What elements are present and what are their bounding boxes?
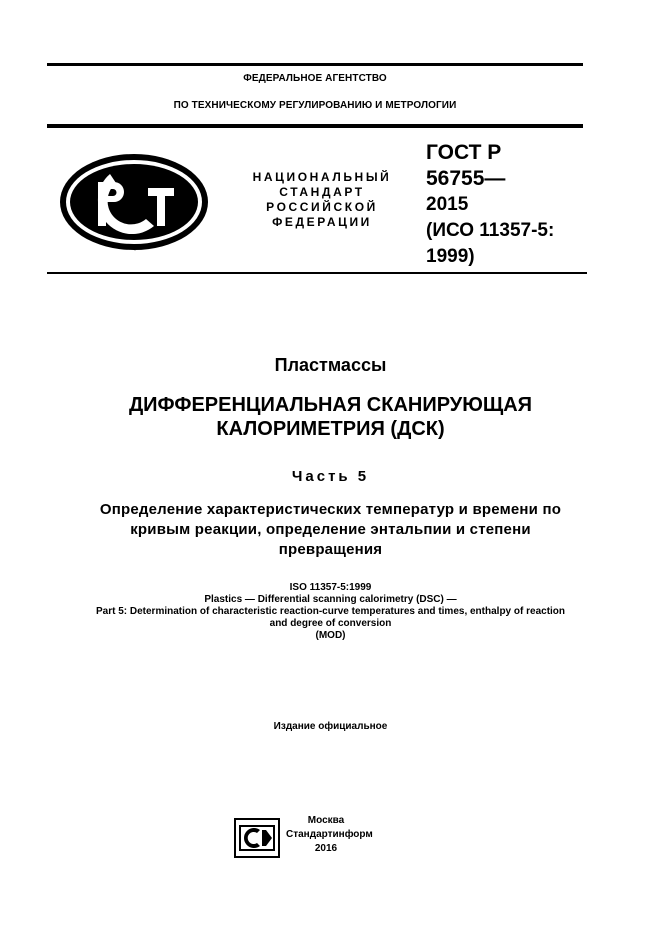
- iso-line-2: Plastics — Differential scanning calorimetry (DSC) —: [204, 594, 457, 605]
- main-title-line-1: ДИФФЕРЕНЦИАЛЬНАЯ СКАНИРУЮЩАЯ: [128, 394, 533, 416]
- header-rule: [47, 124, 583, 128]
- designation-line-5: 1999): [426, 246, 475, 267]
- pub-logo-text: СИ: [257, 857, 259, 858]
- agency-line-1: ФЕДЕРАЛЬНОЕ АГЕНТСТВО: [243, 73, 387, 84]
- subtitle-line-1: Определение характеристических температур и времени по: [99, 501, 562, 518]
- national-standard-block: [222, 170, 422, 230]
- designation-line-3: 2015: [426, 194, 469, 215]
- gost-r-logo: [58, 152, 210, 252]
- top-rule: [47, 63, 583, 66]
- designation-line-1: ГОСТ Р: [426, 141, 502, 164]
- natstd-line-2: СТАНДАРТ: [279, 185, 365, 199]
- iso-line-5: (MOD): [315, 630, 346, 641]
- main-title-line-2: КАЛОРИМЕТРИЯ (ДСК): [216, 418, 445, 440]
- natstd-line-3: РОССИЙСКОЙ: [266, 200, 378, 214]
- publisher-block: [286, 814, 373, 856]
- publisher-city: Москва: [307, 815, 345, 826]
- part-label: Часть 5: [291, 468, 370, 485]
- subtitle-line-2: кривым реакции, определение энтальпии и степени: [130, 521, 531, 538]
- middle-rule: [47, 272, 587, 274]
- material-title: Пластмассы: [274, 355, 387, 375]
- iso-line-1: ISO 11357-5:1999: [289, 582, 372, 593]
- iso-line-4: and degree of conversion: [269, 618, 392, 629]
- designation-line-4: (ИСО 11357-5:: [426, 220, 555, 241]
- iso-line-3: Part 5: Determination of characteristic reaction-curve temperatures and times, enthalpy of reaction: [95, 606, 566, 617]
- natstd-line-4: ФЕДЕРАЦИИ: [272, 215, 372, 229]
- subtitle: [20, 500, 641, 560]
- main-title: [20, 393, 641, 441]
- iso-reference: [20, 582, 641, 642]
- natstd-line-1: НАЦИОНАЛЬНЫЙ: [252, 170, 392, 184]
- publisher-year: 2016: [314, 843, 338, 854]
- designation-line-2: 56755—: [426, 167, 506, 190]
- subtitle-line-3: превращения: [278, 541, 383, 558]
- logo-text: РСТ: [134, 251, 136, 252]
- publisher-name: Стандартинформ: [286, 829, 373, 840]
- edition-label: Издание официальное: [273, 721, 388, 732]
- standartinform-logo: [234, 818, 280, 858]
- standard-designation: [426, 140, 586, 270]
- agency-line-2: ПО ТЕХНИЧЕСКОМУ РЕГУЛИРОВАНИЮ И МЕТРОЛОГИИ: [173, 100, 457, 111]
